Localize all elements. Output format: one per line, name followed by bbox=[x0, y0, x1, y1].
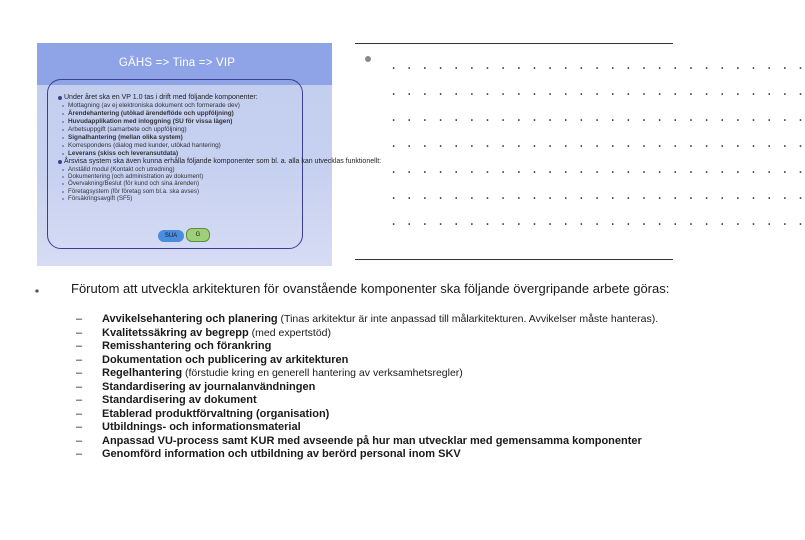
thumbnail-line-text: Korrespondens (dialog med kunder, utökad hantering) bbox=[68, 142, 221, 149]
thumbnail-bullet-icon bbox=[58, 96, 62, 100]
placeholder-dot-row: . . . . . . . . . . . . . . . . . . . . . . . . . . . bbox=[390, 162, 805, 176]
thumbnail-line bbox=[57, 134, 307, 142]
thumbnail-sub-bullet-icon bbox=[62, 145, 64, 147]
task-list-item bbox=[76, 368, 706, 380]
thumbnail-sub-bullet-icon bbox=[62, 198, 64, 200]
task-list-item bbox=[76, 449, 706, 461]
task-list-item bbox=[76, 422, 706, 434]
dash-bullet: – bbox=[76, 367, 83, 379]
dash-bullet: – bbox=[76, 353, 83, 366]
task-title: Regelhantering bbox=[102, 367, 183, 379]
task-title: Remisshantering och förankring bbox=[102, 340, 272, 352]
thumbnail-line-text: Mottagning (av ej elektroniska dokument och formerade dev) bbox=[68, 102, 240, 109]
thumbnail-sub-bullet-icon bbox=[62, 113, 64, 115]
thumbnail-sub-bullet-icon bbox=[62, 183, 64, 185]
task-title: Kvalitetssäkring av begrepp bbox=[102, 326, 249, 339]
thumbnail-line-text: Anställd modul (Kontakt och utredning) bbox=[68, 166, 175, 173]
main-bullet-icon bbox=[35, 289, 38, 292]
thumbnail-line-text: Under året ska en VP 1.0 tas i drift med följande komponenter: bbox=[64, 94, 258, 101]
dash-bullet: – bbox=[76, 313, 83, 325]
placeholder-bullet-icon bbox=[365, 56, 371, 62]
thumbnail-line bbox=[57, 102, 307, 110]
dash-bullet: – bbox=[76, 434, 83, 447]
task-list-item bbox=[76, 341, 706, 353]
task-list-item bbox=[76, 314, 706, 326]
thumbnail-sub-bullet-icon bbox=[62, 169, 64, 171]
placeholder-dot-row: . . . . . . . . . . . . . . . . . . . . . . . . . . . bbox=[390, 188, 805, 202]
thumbnail-line bbox=[57, 166, 307, 173]
thumbnail-line bbox=[57, 118, 307, 126]
thumbnail-line bbox=[57, 173, 307, 180]
placeholder-dot-row: . . . . . . . . . . . . . . . . . . . . . . . . . . . bbox=[390, 58, 805, 72]
thumbnail-title: GÄHS => Tina => VIP bbox=[118, 57, 236, 69]
thumbnail-line-text: Övervakning/Beslut (för kund och sina ärenden) bbox=[68, 180, 200, 188]
dash-bullet: – bbox=[76, 407, 83, 420]
thumbnail-sub-bullet-icon bbox=[62, 105, 64, 107]
task-title: Etablerad produktförvaltning (organisation) bbox=[102, 407, 330, 420]
task-list bbox=[76, 314, 706, 463]
thumbnail-line-text: Företagsystem (för företag som bl.a. ska avses) bbox=[68, 187, 200, 195]
thumbnail-line bbox=[57, 142, 307, 150]
thumbnail-sub-bullet-icon bbox=[62, 176, 64, 178]
placeholder-top-rule bbox=[355, 43, 673, 44]
thumbnail-sub-bullet-icon bbox=[62, 121, 64, 123]
task-list-item bbox=[76, 328, 706, 340]
thumbnail-line bbox=[57, 94, 307, 102]
task-title: Genomförd information och utbildning av berörd personal inom SKV bbox=[102, 448, 461, 460]
task-title: Utbildnings- och informationsmaterial bbox=[102, 421, 301, 433]
task-title: Dokumentation och publicering av arkitekturen bbox=[102, 353, 349, 366]
task-title: Anpassad VU-process samt KUR med avseende på hur man utvecklar med gemensamma komponenter bbox=[102, 434, 642, 447]
thumbnail-line bbox=[57, 150, 307, 158]
thumbnail-line bbox=[57, 126, 307, 134]
thumbnail-line-text: Årsvisa system ska även kunna erhålla följande komponenter som bl. a. alla kan utvecklas funktionellt: bbox=[64, 158, 382, 165]
task-list-item bbox=[76, 355, 706, 367]
placeholder-dot-row: . . . . . . . . . . . . . . . . . . . . . . . . . . . bbox=[390, 214, 805, 228]
main-intro-text: Förutom att utveckla arkitekturen för ovanstående komponenter ska följande övergripande arbete göras: bbox=[71, 281, 670, 296]
thumbnail-line-text: Försäkringsavgift (SF5) bbox=[68, 194, 133, 202]
task-list-item bbox=[76, 409, 706, 421]
dash-bullet: – bbox=[76, 380, 83, 393]
placeholder-dot-row: . . . . . . . . . . . . . . . . . . . . . . . . . . . bbox=[390, 136, 805, 150]
thumbnail-line bbox=[57, 188, 307, 195]
task-note: (med expertstöd) bbox=[248, 326, 332, 339]
task-note: (Tinas arkitektur är inte anpassad till målarkitekturen. Avvikelser måste hanteras). bbox=[277, 313, 659, 325]
thumbnail-line bbox=[57, 180, 307, 187]
task-list-item bbox=[76, 395, 706, 407]
thumbnail-sub-bullet-icon bbox=[62, 129, 64, 131]
thumbnail-sub-bullet-icon bbox=[62, 191, 64, 193]
task-title: Standardisering av journalanvändningen bbox=[102, 380, 316, 393]
task-note: (förstudie kring en generell hantering av verksamhetsregler) bbox=[182, 367, 463, 379]
thumbnail-line-text: Huvudapplikation med inloggning (SU för vissa lägen) bbox=[68, 118, 233, 125]
thumbnail-line-text: Ärendehantering (utökad ärendeflöde och uppföljning) bbox=[68, 110, 234, 117]
task-list-item bbox=[76, 436, 706, 448]
dash-bullet: – bbox=[76, 394, 83, 406]
thumbnail-body bbox=[57, 94, 382, 202]
task-title: Standardisering av dokument bbox=[102, 394, 257, 406]
placeholder-dot-row: . . . . . . . . . . . . . . . . . . . . . . . . . . . bbox=[390, 110, 805, 124]
thumbnail-line-text: Arbetsuppgift (samarbete och uppföljning) bbox=[68, 126, 187, 133]
thumbnail-line bbox=[57, 158, 382, 166]
thumbnail-line bbox=[57, 195, 307, 202]
badge-g: G bbox=[186, 228, 210, 242]
dash-bullet: – bbox=[76, 340, 83, 352]
thumbnail-bullet-icon bbox=[58, 160, 62, 164]
thumbnail-line bbox=[57, 110, 307, 118]
placeholder-bottom-rule bbox=[355, 259, 673, 260]
thumbnail-sub-bullet-icon bbox=[62, 153, 64, 155]
thumbnail-line-text: Dokumentering (och administration av dokument) bbox=[68, 173, 204, 181]
task-title: Avvikelsehantering och planering bbox=[102, 313, 278, 325]
task-list-item bbox=[76, 382, 706, 394]
placeholder-dot-row: . . . . . . . . . . . . . . . . . . . . . . . . . . . bbox=[390, 84, 805, 98]
thumbnail-sub-bullet-icon bbox=[62, 137, 64, 139]
thumbnail-line-text: Signalhantering (mellan olika system) bbox=[68, 134, 183, 141]
dash-bullet: – bbox=[76, 448, 83, 460]
dash-bullet: – bbox=[76, 326, 83, 339]
badge-sua: SUA bbox=[158, 230, 184, 242]
dash-bullet: – bbox=[76, 421, 83, 433]
thumbnail-line-text: Leverans (skiss och leveransutdata) bbox=[68, 150, 179, 157]
